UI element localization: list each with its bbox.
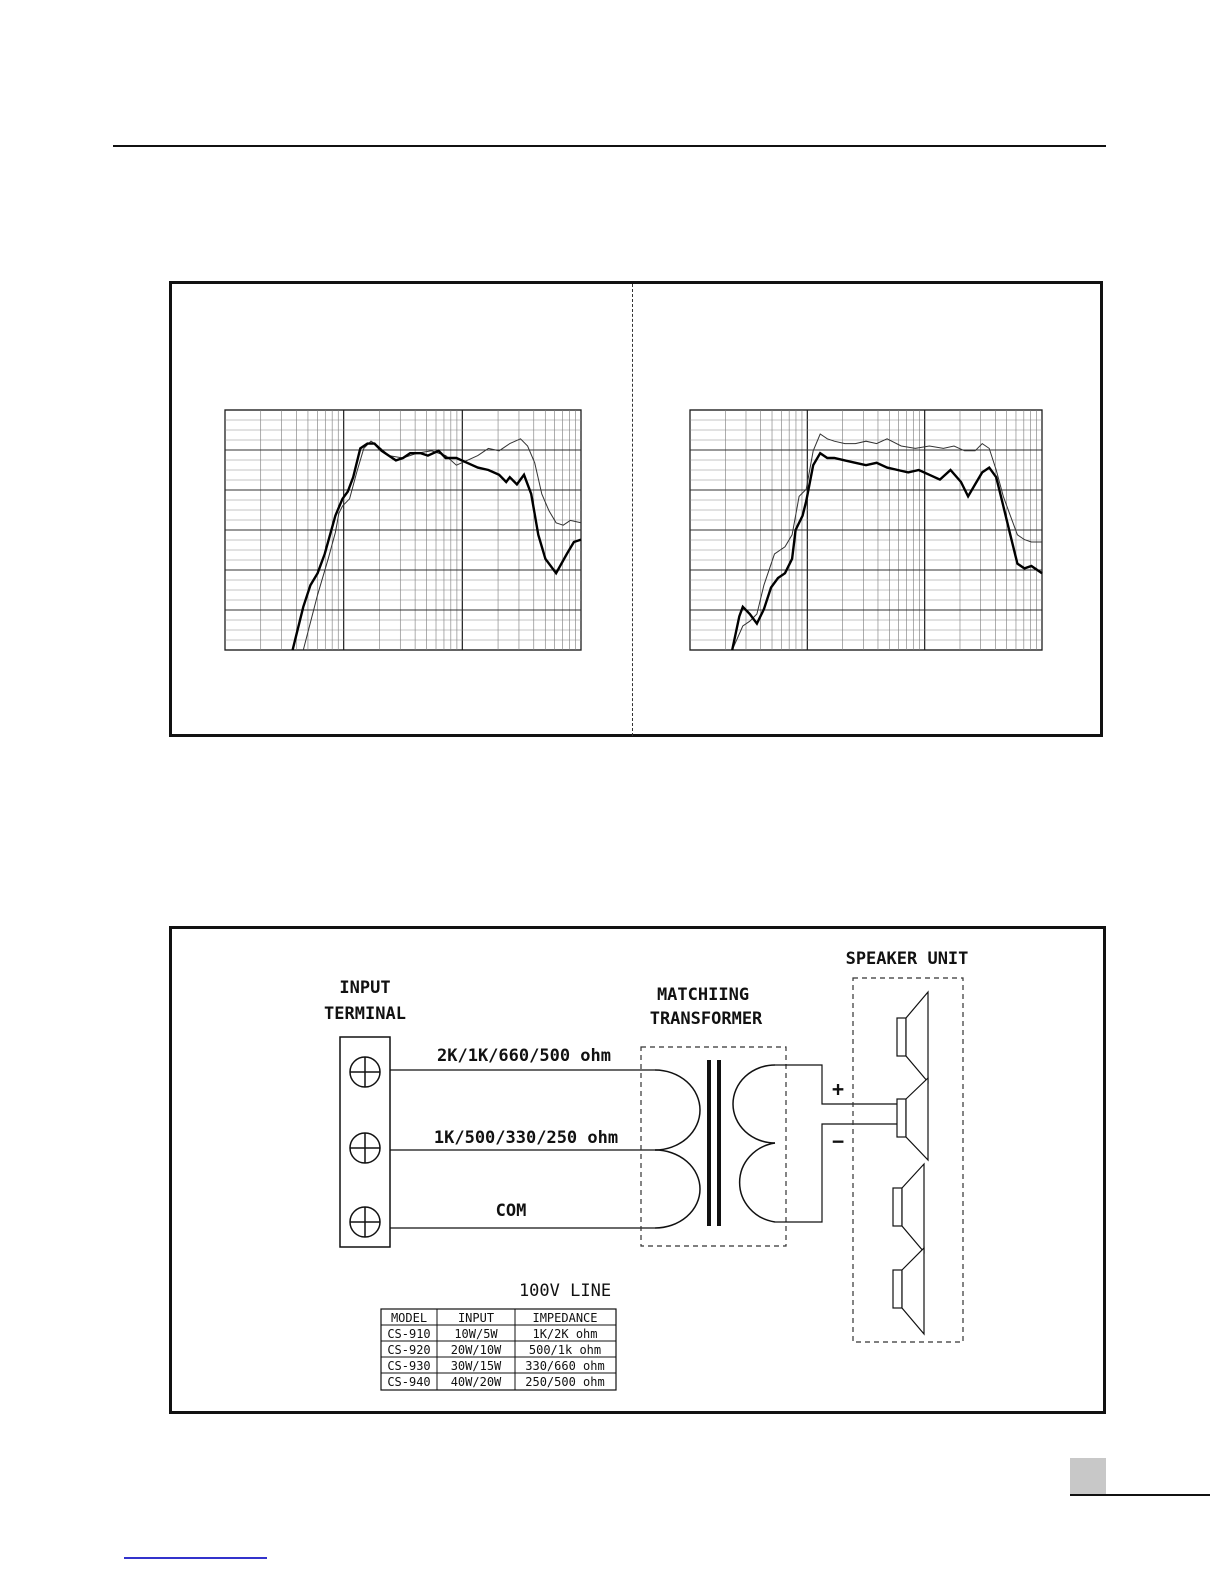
speaker-icon <box>897 992 928 1082</box>
line-voltage-label: 100V LINE <box>518 1281 612 1301</box>
table-cell: 40W/20W <box>450 1375 502 1389</box>
footer-link-rule <box>124 1557 267 1559</box>
terminal-screw-icon <box>350 1133 380 1163</box>
primary-coil-lower <box>655 1150 700 1228</box>
tap-2-label: 1K/500/330/250 ohm <box>433 1128 619 1148</box>
table-header: MODEL <box>390 1311 428 1325</box>
negative-label: − <box>831 1129 845 1153</box>
tap-1-label: 2K/1K/660/500 ohm <box>437 1046 611 1066</box>
speaker-icon <box>893 1164 924 1252</box>
table-cell: 500/1k ohm <box>528 1343 602 1357</box>
primary-coil-upper <box>655 1070 700 1150</box>
table-cell: CS-940 <box>387 1375 431 1389</box>
table-header: INPUT <box>457 1311 495 1325</box>
table-header: IMPEDANCE <box>532 1311 598 1325</box>
transformer-label: MATCHIING <box>656 985 750 1005</box>
speaker-icon <box>893 1248 924 1334</box>
table-cell: CS-910 <box>387 1327 431 1341</box>
table-cell: CS-920 <box>387 1343 431 1357</box>
table-cell: 250/500 ohm <box>525 1375 605 1389</box>
table-cell: 330/660 ohm <box>525 1359 605 1373</box>
page-number-box <box>1070 1458 1106 1494</box>
spec-table <box>381 1309 616 1390</box>
terminal-screw-icon <box>350 1057 380 1087</box>
positive-label: + <box>831 1077 845 1101</box>
footer-rule <box>1070 1494 1210 1496</box>
terminal-screw-icon <box>350 1207 380 1237</box>
input-terminal-label: INPUT <box>339 978 391 998</box>
table-cell: 10W/5W <box>454 1327 498 1341</box>
secondary-coil-upper <box>733 1065 775 1143</box>
table-cell: 30W/15W <box>450 1359 502 1373</box>
speaker-icon <box>897 1078 928 1160</box>
table-cell: 20W/10W <box>450 1343 502 1357</box>
tap-com-label: COM <box>495 1201 527 1221</box>
input-terminal-label: TERMINAL <box>324 1004 406 1024</box>
table-cell: 1K/2K ohm <box>532 1327 598 1341</box>
table-cell: CS-930 <box>387 1359 431 1373</box>
transformer-label: TRANSFORMER <box>649 1009 763 1029</box>
secondary-coil-lower <box>740 1143 775 1222</box>
speaker-unit-label: SPEAKER UNIT <box>845 949 969 969</box>
